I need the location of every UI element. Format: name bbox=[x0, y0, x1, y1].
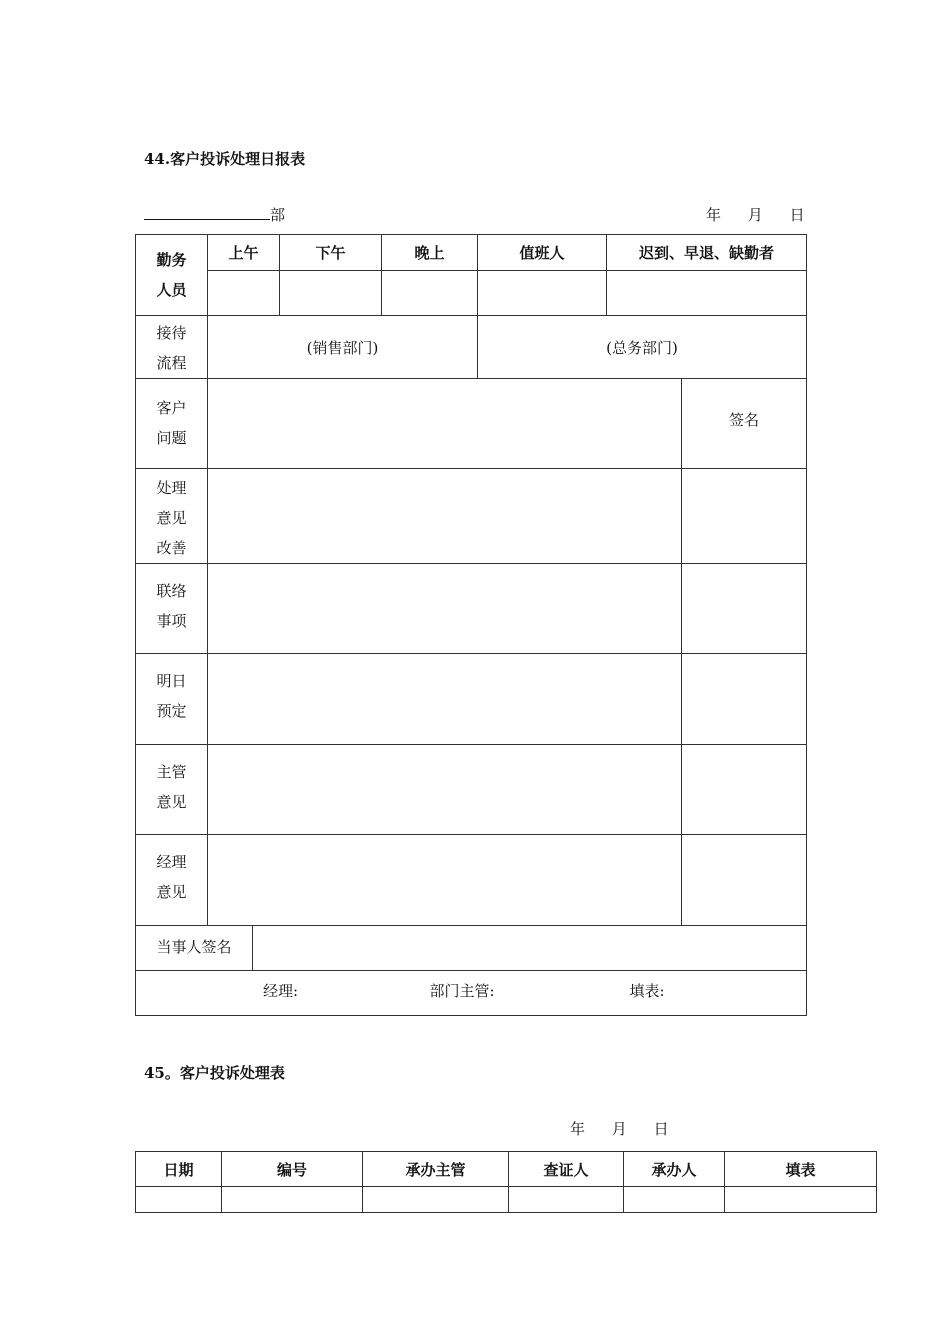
day-label: 日 bbox=[653, 1120, 669, 1138]
attendance-label: 勤务 人员 bbox=[136, 235, 208, 316]
footer-filler: 填表: bbox=[629, 982, 665, 1000]
manager-signature-cell[interactable] bbox=[682, 835, 807, 926]
header-evening: 晚上 bbox=[382, 235, 478, 271]
cell-on-duty[interactable] bbox=[478, 271, 607, 316]
month-label: 月 bbox=[611, 1120, 627, 1138]
cell-number[interactable] bbox=[222, 1187, 363, 1213]
general-dept-cell[interactable]: (总务部门) bbox=[478, 316, 807, 379]
cell-verifier[interactable] bbox=[509, 1187, 624, 1213]
cell-supervisor[interactable] bbox=[363, 1187, 509, 1213]
party-signature-cell[interactable] bbox=[253, 926, 807, 971]
sales-dept-cell[interactable]: (销售部门) bbox=[208, 316, 478, 379]
supervisor-signature-cell[interactable] bbox=[682, 745, 807, 835]
cell-filler[interactable] bbox=[725, 1187, 877, 1213]
handling-label: 处理 意见 改善 bbox=[136, 469, 208, 564]
complaint-daily-report-table bbox=[135, 234, 807, 1016]
header-supervisor: 承办主管 bbox=[363, 1152, 509, 1187]
month-label: 月 bbox=[747, 206, 763, 224]
footer-manager: 经理: bbox=[263, 982, 299, 1000]
contact-cell[interactable] bbox=[208, 564, 682, 654]
year-label: 年 bbox=[570, 1120, 586, 1138]
header-date: 日期 bbox=[136, 1152, 222, 1187]
department-blank[interactable] bbox=[144, 207, 270, 220]
customer-issue-label: 客户 问题 bbox=[136, 379, 208, 469]
header-verifier: 查证人 bbox=[509, 1152, 624, 1187]
customer-issue-cell[interactable] bbox=[208, 379, 682, 469]
manager-cell[interactable] bbox=[208, 835, 682, 926]
header-afternoon: 下午 bbox=[280, 235, 382, 271]
cell-date[interactable] bbox=[136, 1187, 222, 1213]
header-morning: 上午 bbox=[208, 235, 280, 271]
contact-signature-cell[interactable] bbox=[682, 564, 807, 654]
header-number: 编号 bbox=[222, 1152, 363, 1187]
cell-morning[interactable] bbox=[208, 271, 280, 316]
supervisor-cell[interactable] bbox=[208, 745, 682, 835]
handling-cell[interactable] bbox=[208, 469, 682, 564]
cell-handler[interactable] bbox=[624, 1187, 725, 1213]
party-signature-label: 当事人签名 bbox=[136, 926, 253, 971]
form44-date bbox=[684, 204, 805, 225]
cell-evening[interactable] bbox=[382, 271, 478, 316]
header-on-duty: 值班人 bbox=[478, 235, 607, 271]
cell-late-absent[interactable] bbox=[607, 271, 807, 316]
reception-label: 接待 流程 bbox=[136, 316, 208, 379]
department-field bbox=[144, 204, 285, 225]
complaint-handling-table bbox=[135, 1151, 877, 1213]
day-label: 日 bbox=[789, 206, 805, 224]
tomorrow-signature-cell[interactable] bbox=[682, 654, 807, 745]
form45-title: 45。客户投诉处理表 bbox=[144, 1064, 285, 1082]
form44-footer bbox=[136, 971, 807, 1016]
header-filler: 填表 bbox=[725, 1152, 877, 1187]
tomorrow-label: 明日 预定 bbox=[136, 654, 208, 745]
handling-signature-cell[interactable] bbox=[682, 469, 807, 564]
supervisor-label: 主管 意见 bbox=[136, 745, 208, 835]
footer-dept-head: 部门主管: bbox=[429, 982, 495, 1000]
year-label: 年 bbox=[706, 206, 722, 224]
form44-title: 44.客户投诉处理日报表 bbox=[144, 150, 306, 168]
manager-label: 经理 意见 bbox=[136, 835, 208, 926]
form45-date bbox=[548, 1118, 669, 1139]
department-suffix: 部 bbox=[270, 206, 286, 224]
header-handler: 承办人 bbox=[624, 1152, 725, 1187]
header-late-absent: 迟到、早退、缺勤者 bbox=[607, 235, 807, 271]
contact-label: 联络 事项 bbox=[136, 564, 208, 654]
tomorrow-cell[interactable] bbox=[208, 654, 682, 745]
signature-header: 签名 bbox=[682, 379, 807, 469]
cell-afternoon[interactable] bbox=[280, 271, 382, 316]
